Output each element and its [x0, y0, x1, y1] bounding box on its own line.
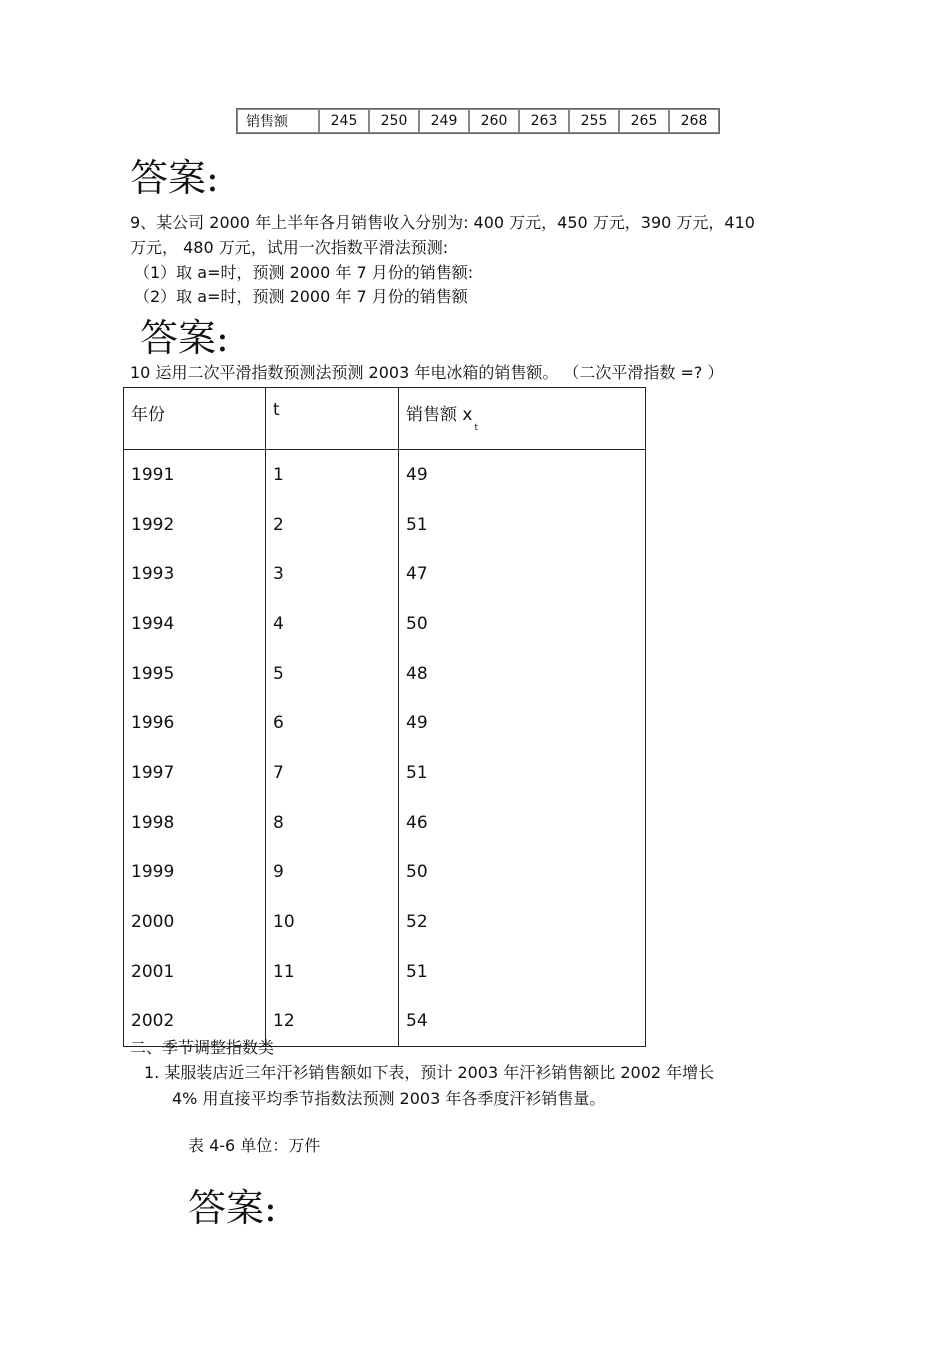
table-header-row — [124, 388, 646, 450]
t-cell: 5 — [266, 649, 399, 699]
year-cell: 1997 — [124, 748, 266, 798]
table-row — [124, 897, 646, 947]
t-cell: 11 — [266, 947, 399, 997]
year-cell: 1994 — [124, 599, 266, 649]
sales-cell: 49 — [399, 698, 646, 748]
year-cell: 1993 — [124, 549, 266, 599]
sales-cell: 51 — [399, 947, 646, 997]
table-row — [124, 549, 646, 599]
table-row — [124, 649, 646, 699]
table-row — [124, 450, 646, 500]
sales-cell: 47 — [399, 549, 646, 599]
t-cell: 9 — [266, 848, 399, 898]
table-row — [124, 748, 646, 798]
table-row — [124, 599, 646, 649]
table-cell: 265 — [619, 109, 669, 133]
year-cell: 2001 — [124, 947, 266, 997]
q9-item1: （1）取 a=时，预测 2000 年 7 月份的销售额: — [134, 263, 474, 282]
year-cell: 2000 — [124, 897, 266, 947]
year-cell: 1998 — [124, 798, 266, 848]
s2-q1-line1: 1. 某服装店近三年汗衫销售额如下表，预计 2003 年汗衫销售额比 2002 年增长 — [144, 1063, 715, 1082]
year-cell: 1991 — [124, 450, 266, 500]
sales-table-top — [236, 108, 720, 134]
table-cell: 268 — [669, 109, 719, 133]
table-cell: 255 — [569, 109, 619, 133]
table-row — [124, 848, 646, 898]
year-cell: 1995 — [124, 649, 266, 699]
answer-heading: 答案: — [188, 1186, 277, 1230]
table-cell: 263 — [519, 109, 569, 133]
q10-line: 10 运用二次平滑指数预测法预测 2003 年电冰箱的销售额。 （二次平滑指数 =? ） — [130, 363, 724, 382]
sales-cell: 54 — [399, 997, 646, 1047]
t-cell: 3 — [266, 549, 399, 599]
t-cell: 4 — [266, 599, 399, 649]
q9-item2: （2）取 a=时，预测 2000 年 7 月份的销售额 — [134, 287, 468, 306]
year-cell: 2002 — [124, 997, 266, 1047]
table-row-label: 销售额 — [237, 109, 319, 133]
sales-cell: 52 — [399, 897, 646, 947]
t-cell: 1 — [266, 450, 399, 500]
sales-cell: 49 — [399, 450, 646, 500]
table-row — [237, 109, 719, 133]
table-cell: 245 — [319, 109, 369, 133]
year-cell: 1999 — [124, 848, 266, 898]
sales-cell: 50 — [399, 848, 646, 898]
header-sales: 销售额 $x_t$ — [399, 388, 646, 450]
q9-line1: 9、某公司 2000 年上半年各月销售收入分别为: 400 万元，450 万元，390 万元，410 — [130, 213, 755, 232]
t-cell: 8 — [266, 798, 399, 848]
table-row — [124, 798, 646, 848]
t-cell: 12 — [266, 997, 399, 1047]
table-cell: 260 — [469, 109, 519, 133]
year-cell: 1992 — [124, 500, 266, 550]
sales-cell: 50 — [399, 599, 646, 649]
subscript-t: t — [474, 423, 478, 433]
year-cell: 1996 — [124, 698, 266, 748]
sales-cell: 46 — [399, 798, 646, 848]
sales-cell: 51 — [399, 748, 646, 798]
table-cell: 250 — [369, 109, 419, 133]
t-cell: 7 — [266, 748, 399, 798]
table-row — [124, 698, 646, 748]
table-cell: 249 — [419, 109, 469, 133]
header-year: 年份 — [124, 388, 266, 450]
header-t: t — [266, 388, 399, 450]
s2-q1-line2: 4% 用直接平均季节指数法预测 2003 年各季度汗衫销售量。 — [172, 1089, 606, 1108]
q9-line2: 万元， 480 万元，试用一次指数平滑法预测: — [130, 238, 449, 257]
sales-cell: 51 — [399, 500, 646, 550]
t-cell: 2 — [266, 500, 399, 550]
table-row — [124, 500, 646, 550]
answer-heading: 答案: — [130, 156, 219, 200]
t-cell: 6 — [266, 698, 399, 748]
sales-cell: 48 — [399, 649, 646, 699]
sales-data-table — [123, 387, 646, 1047]
table-row — [124, 947, 646, 997]
answer-heading: 答案: — [140, 316, 229, 360]
section-title: 二、季节调整指数类 — [130, 1038, 275, 1057]
t-cell: 10 — [266, 897, 399, 947]
table-caption: 表 4-6 单位：万件 — [188, 1136, 321, 1155]
